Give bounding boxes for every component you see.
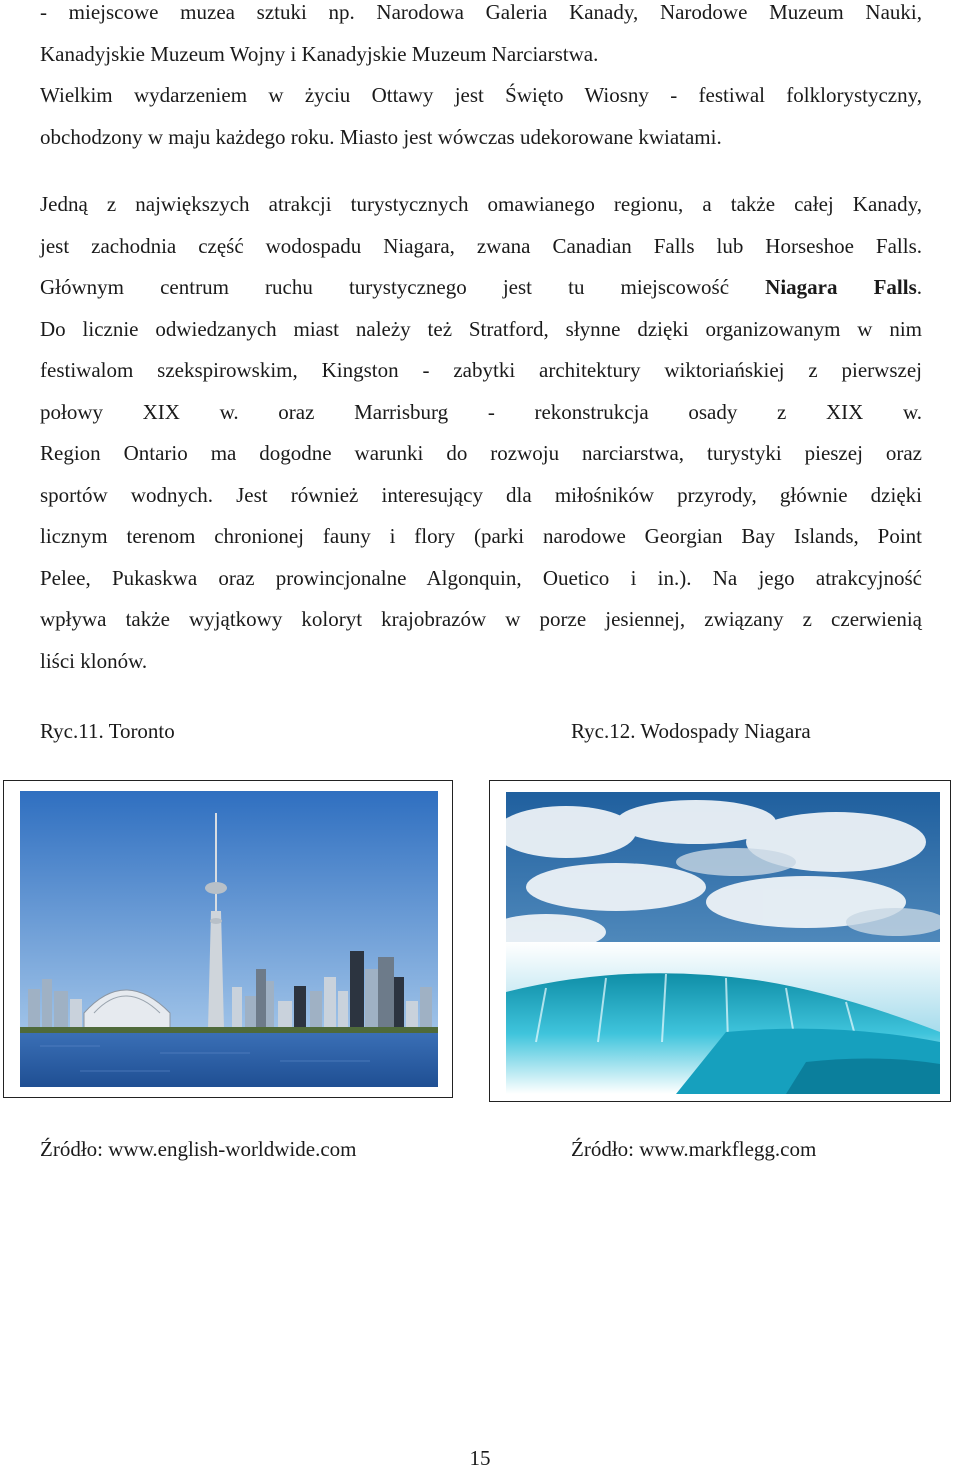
text-line: Wielkim wydarzeniem w życiu Ottawy jest Święto Wiosny - festiwal folklorystyczny, [40, 83, 922, 107]
text-segment: Głównym centrum ruchu turystycznego jest tu miejscowość [40, 275, 730, 299]
text-line: Region Ontario ma dogodne warunki do rozwoju narciarstwa, turystyki pieszej oraz [40, 441, 922, 465]
paragraph-main [40, 184, 922, 682]
text-line: liści klonów. [40, 648, 148, 673]
text-segment: . [916, 275, 923, 299]
source-niagara: Źródło: www.markflegg.com [571, 1137, 817, 1161]
text-line: Kanadyjskie Muzeum Wojny i Kanadyjskie Muzeum Narciarstwa. [40, 41, 599, 66]
text-line: sportów wodnych. Jest również interesujący dla miłośników przyrody, głównie dzięki [40, 482, 922, 507]
source-toronto: Źródło: www.english-worldwide.com [40, 1137, 357, 1161]
text-line: - miejscowe muzea sztuki np. Narodowa Galeria Kanady, Narodowe Muzeum Nauki, [40, 0, 922, 24]
text-line: festiwalom szekspirowskim, Kingston - zabytki architektury wiktoriańskiej z pierwszej [40, 358, 922, 382]
figure-frame-niagara [489, 780, 951, 1102]
text-line: Jedną z największych atrakcji turystycznych omawianego regionu, a także całej Kanady, [40, 192, 922, 216]
text-line: obchodzony w maju każdego roku. Miasto jest wówczas udekorowane kwiatami. [40, 124, 722, 149]
text-line: Do licznie odwiedzanych miast należy też Stratford, słynne dzięki organizowanym w nim [40, 316, 922, 341]
figure-frame-toronto [3, 780, 453, 1098]
bold-place-name: Niagara Falls [765, 275, 917, 299]
text-line: licznym terenom chronionej fauny i flory (parki narodowe Georgian Bay Islands, Point [40, 524, 922, 548]
toronto-skyline-image [20, 791, 438, 1087]
page-number: 15 [469, 1446, 491, 1470]
paragraph-top [40, 0, 922, 158]
figure-caption-toronto: Ryc.11. Toronto [40, 719, 175, 743]
text-line: jest zachodnia część wodospadu Niagara, zwana Canadian Falls lub Horseshoe Falls. [40, 233, 922, 258]
text-line-with-bold [40, 267, 922, 309]
niagara-falls-image [506, 792, 940, 1094]
text-line: Pelee, Pukaskwa oraz prowincjonalne Algonquin, Ouetico i in.). Na jego atrakcyjność [40, 565, 922, 590]
figure-caption-niagara: Ryc.12. Wodospady Niagara [571, 719, 811, 743]
text-line: połowy XIX w. oraz Marrisburg - rekonstrukcja osady z XIX w. [40, 399, 922, 424]
text-line: wpływa także wyjątkowy koloryt krajobrazów w porze jesiennej, związany z czerwienią [40, 607, 922, 631]
